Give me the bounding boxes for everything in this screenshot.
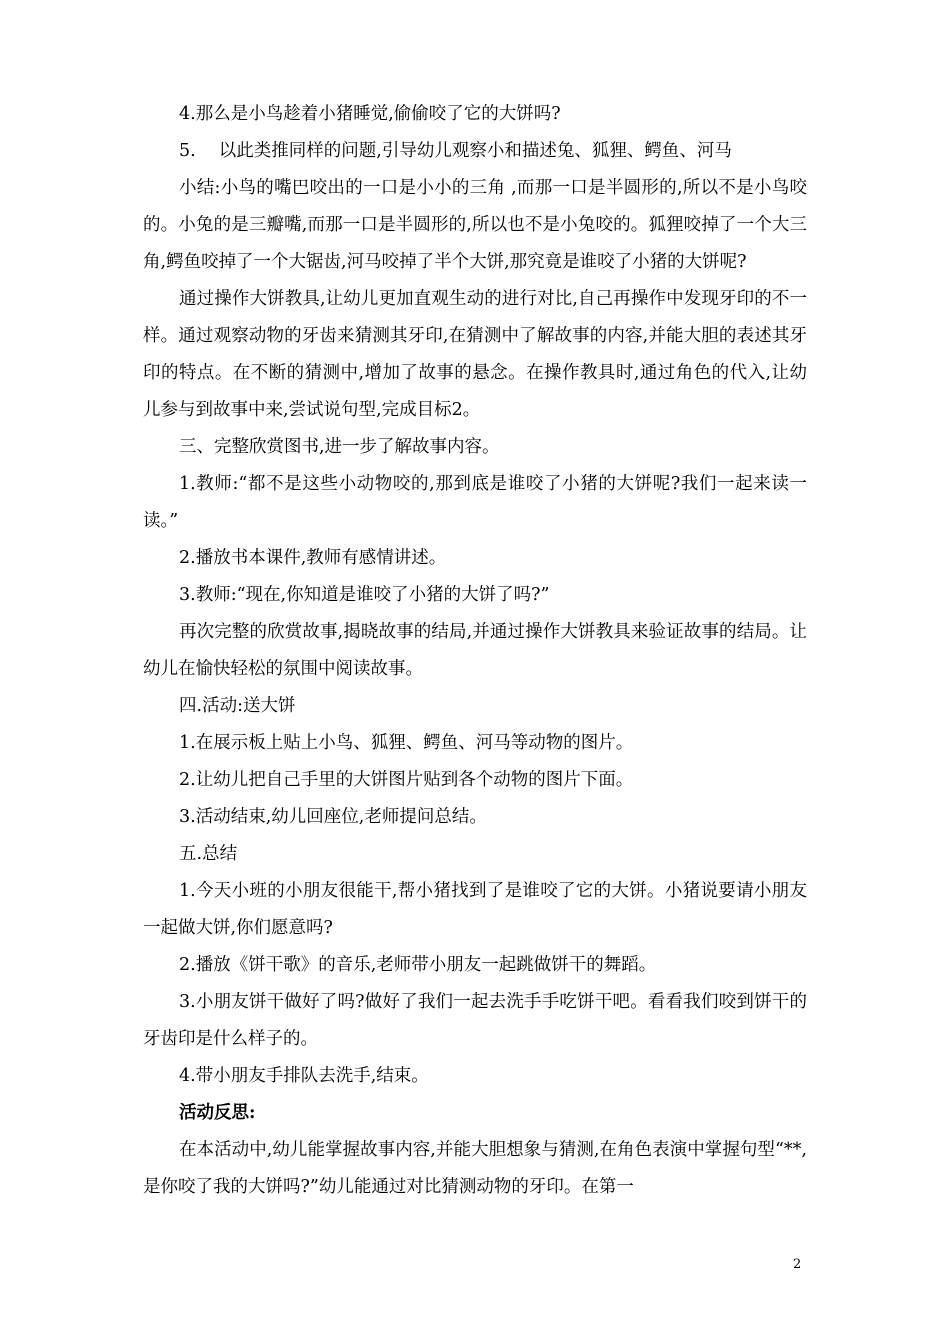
section-heading-three: 三、完整欣赏图书,进一步了解故事内容。 (179, 437, 500, 457)
reflection-heading: 活动反思: (179, 1103, 256, 1123)
paragraph-summary-step-1: 1.今天小班的小朋友很能干,帮小猪找到了是谁咬了它的大饼。小猪说要请小朋友一起做大饼,你们愿意吗? (143, 881, 807, 938)
paragraph-activity-step-1: 1.在展示板上贴上小鸟、狐狸、鳄鱼、河马等动物的图片。 (179, 733, 634, 753)
document-body (143, 96, 807, 1206)
paragraph-activity-step-2: 2.让幼儿把自己手里的大饼图片贴到各个动物的图片下面。 (179, 770, 634, 790)
paragraph-summary-step-4: 4.带小朋友手排队去洗手,结束。 (179, 1066, 429, 1086)
paragraph-question-bird: 4.那么是小鸟趁着小猪睡觉,偷偷咬了它的大饼吗? (179, 104, 561, 124)
paragraph-play-courseware: 2.播放书本课件,教师有感情讲述。 (179, 548, 447, 568)
paragraph-summary: 小结:小鸟的嘴巴咬出的一口是小小的三角 ,而那一口是半圆形的,所以不是小鸟咬的。小兔的是三瓣嘴,而那一口是半圆形的,所以也不是小兔咬的。狐狸咬掉了一个大三角,鳄鱼咬掉了一个大锯齿,河马咬掉了半个大饼,那究竟是谁咬了小猪的大饼呢? (143, 178, 807, 272)
paragraph-activity-step-3: 3.活动结束,幼儿回座位,老师提问总结。 (179, 807, 487, 827)
paragraph-teacher-question-3: 3.教师:“现在,你知道是谁咬了小猪的大饼了吗?” (179, 585, 550, 605)
paragraph-analogy-question: 5. 以此类推同样的问题,引导幼儿观察小和描述兔、狐狸、鳄鱼、河马 (179, 141, 732, 161)
section-heading-four: 四.活动:送大饼 (179, 696, 296, 716)
paragraph-reflection: 在本活动中,幼儿能掌握故事内容,并能大胆想象与猜测,在角色表演中掌握句型“**,是你咬了我的大饼吗?”幼儿能通过对比猜测动物的牙印。在第一 (143, 1140, 807, 1197)
paragraph-summary-step-3: 3.小朋友饼干做好了吗?做好了我们一起去洗手手吃饼干吧。看看我们咬到饼干的牙齿印是什么样子的。 (143, 992, 807, 1049)
section-heading-five: 五.总结 (179, 844, 238, 864)
paragraph-story-ending: 再次完整的欣赏故事,揭晓故事的结局,并通过操作大饼教具来验证故事的结局。让幼儿在愉快轻松的氛围中阅读故事。 (143, 622, 807, 679)
paragraph-summary-step-2: 2.播放《饼干歌》的音乐,老师带小朋友一起跳做饼干的舞蹈。 (179, 955, 657, 975)
paragraph-operation-note: 通过操作大饼教具,让幼儿更加直观生动的进行对比,自己再操作中发现牙印的不一样。通过观察动物的牙齿来猜测其牙印,在猜测中了解故事的内容,并能大胆的表述其牙印的特点。在不断的猜测中,增加了故事的悬念。在操作教具时,通过角色的代入,让幼儿参与到故事中来,尝试说句型,完成目标2。 (143, 289, 807, 420)
page-number: 2 (793, 1257, 802, 1272)
paragraph-teacher-question-1: 1.教师:“都不是这些小动物咬的,那到底是谁咬了小猪的大饼呢?我们一起来读一读。” (143, 474, 807, 531)
